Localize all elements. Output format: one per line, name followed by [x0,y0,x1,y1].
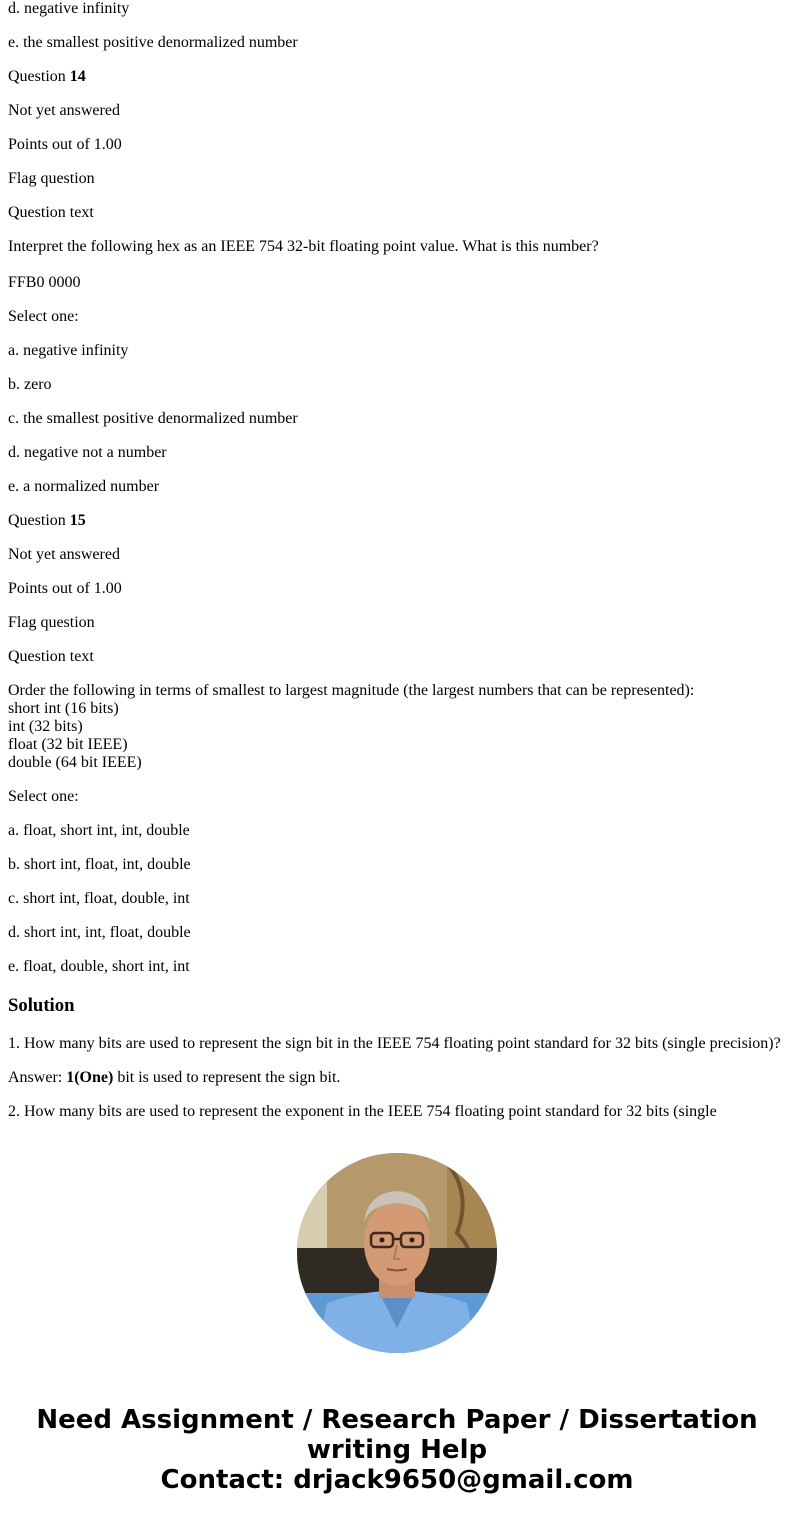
question-number: 14 [69,68,86,85]
question-15-heading [8,512,86,530]
question-15-text-label: Question text [8,648,94,665]
banner-line-2: writing Help [306,1435,488,1465]
question-14-prompt: Interpret the following hex as an IEEE 754 32-bit floating point value. What is this number? [8,238,599,255]
prompt-line: double (64 bit IEEE) [8,754,142,771]
prompt-line: Order the following in terms of smallest to largest magnitude (the largest numbers that can be represented): [8,682,695,699]
question-15-select-label: Select one: [8,788,79,805]
question-15-option-c[interactable]: c. short int, float, double, int [8,890,190,907]
question-14-text-label: Question text [8,204,94,221]
solution-q2: 2. How many bits are used to represent the exponent in the IEEE 754 floating point standard for 32 bits (single [8,1103,717,1120]
question-15-flag[interactable]: Flag question [8,614,95,631]
portrait-image [297,1153,497,1353]
banner-contact[interactable]: Contact: drjack9650@gmail.com [160,1465,634,1495]
question-14-hex: FFB0 0000 [8,274,81,291]
question-15-option-b[interactable]: b. short int, float, int, double [8,856,191,873]
question-15-option-e[interactable]: e. float, double, short int, int [8,958,190,975]
question-15-points: Points out of 1.00 [8,580,122,597]
question-14-option-a[interactable]: a. negative infinity [8,342,129,359]
prompt-line: int (32 bits) [8,718,83,735]
answer-value: 1(One) [66,1069,114,1086]
answer-prefix: Answer: [8,1069,67,1086]
solution-heading: Solution [8,995,75,1016]
question-14-option-b[interactable]: b. zero [8,376,52,393]
question-14-option-e[interactable]: e. a normalized number [8,478,160,495]
question-15-option-d[interactable]: d. short int, int, float, double [8,924,191,941]
option-d-prev: d. negative infinity [8,0,130,17]
question-14-flag[interactable]: Flag question [8,170,95,187]
question-14-points: Points out of 1.00 [8,136,122,153]
question-15-state: Not yet answered [8,546,120,563]
question-label: Question [8,68,70,85]
option-e-prev: e. the smallest positive denormalized number [8,34,298,51]
question-number: 15 [69,512,86,529]
question-14-option-d[interactable]: d. negative not a number [8,444,167,461]
help-banner [0,1405,794,1495]
question-label: Question [8,512,70,529]
question-15-option-a[interactable]: a. float, short int, int, double [8,822,190,839]
question-14-option-c[interactable]: c. the smallest positive denormalized number [8,410,298,427]
question-15-prompt [8,682,694,772]
question-14-state: Not yet answered [8,102,120,119]
solution-q1: 1. How many bits are used to represent the sign bit in the IEEE 754 floating point standard for 32 bits (single precision)? [8,1035,781,1052]
question-14-heading [8,68,86,86]
answer-suffix: bit is used to represent the sign bit. [113,1069,341,1086]
prompt-line: short int (16 bits) [8,700,119,717]
banner-line-1: Need Assignment / Research Paper / Dissertation [36,1405,758,1435]
avatar [297,1153,497,1353]
prompt-line: float (32 bit IEEE) [8,736,128,753]
question-14-select-label: Select one: [8,308,79,325]
solution-answer [8,1069,340,1087]
